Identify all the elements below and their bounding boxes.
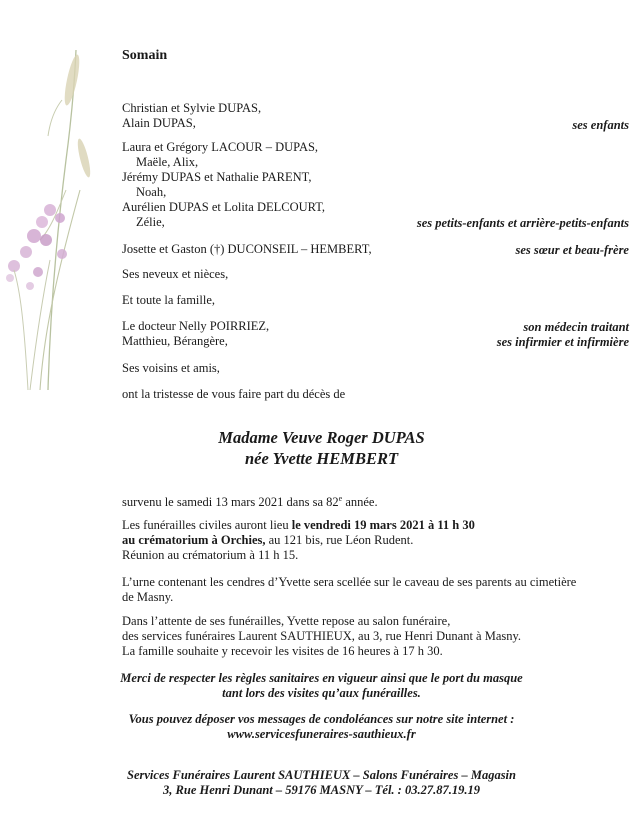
footer-line-1: Services Funéraires Laurent SAUTHIEUX – Salons Funéraires – Magasin [127, 768, 516, 782]
deceased-name: Madame Veuve Roger DUPAS [218, 428, 425, 447]
flower-illustration [0, 40, 110, 400]
family-line: Et toute la famille, [122, 293, 216, 307]
notice-line-2: tant lors des visites qu’aux funérailles. [222, 686, 421, 700]
rest-line-2: des services funéraires Laurent SAUTHIEUX, au 3, rue Henri Dunant à Masny. [122, 629, 522, 643]
grandchildren-line-3: Jérémy DUPAS et Nathalie PARENT, [122, 170, 312, 184]
doctor-relation: son médecin traitant [523, 320, 629, 334]
notice-line-1: Merci de respecter les règles sanitaires en vigueur ainsi que le port du masque [120, 671, 523, 685]
heading: Somain [122, 48, 168, 63]
condolences-line-1: Vous pouvez déposer vos messages de condoléances sur notre site internet : [128, 712, 515, 726]
death-prefix: survenu le samedi 13 mars 2021 dans sa 82 [122, 495, 339, 510]
death-line [122, 491, 378, 510]
deceased-maiden-name: née Yvette HEMBERT [244, 449, 399, 468]
grandchildren-line-2: Maële, Alix, [136, 155, 199, 169]
death-sup: e [338, 494, 343, 503]
funeral-l2-bold: au crématorium à Orchies, [122, 533, 266, 547]
sibling-line: Josette et Gaston (†) DUCONSEIL – HEMBERT, [122, 242, 372, 256]
sibling-relation: ses sœur et beau-frère [515, 243, 629, 257]
rest-line-3: La famille souhaite y recevoir les visites de 16 heures à 17 h 30. [122, 644, 443, 658]
grandchildren-line-4: Noah, [136, 185, 167, 199]
grandchildren-line-1: Laura et Grégory LACOUR – DUPAS, [122, 140, 319, 154]
urn-line-2: de Masny. [122, 590, 174, 604]
nephews-line: Ses neveux et nièces, [122, 267, 229, 281]
funeral-l2-plain: au 121 bis, rue Léon Rudent. [265, 533, 414, 547]
funeral-l1-bold: le vendredi 19 mars 2021 à 11 h 30 [291, 518, 475, 532]
funeral-l1-plain: Les funérailles civiles auront lieu [122, 518, 292, 532]
grandchildren-line-5: Aurélien DUPAS et Lolita DELCOURT, [122, 200, 326, 214]
funeral-line-3: Réunion au crématorium à 11 h 15. [122, 548, 299, 562]
funeral-line-1 [122, 518, 475, 533]
children-line-2: Alain DUPAS, [122, 116, 196, 130]
urn-line-1: L’urne contenant les cendres d’Yvette sera scellée sur le caveau de ses parents au cimetière [122, 575, 577, 589]
children-relation: ses enfants [572, 118, 629, 132]
grandchildren-relation: ses petits-enfants et arrière-petits-enfants [416, 216, 629, 230]
death-suffix: année. [342, 495, 378, 510]
nurses-relation: ses infirmier et infirmière [496, 335, 629, 349]
doctor-line: Le docteur Nelly POIRRIEZ, [122, 319, 270, 333]
funeral-line-2 [122, 533, 413, 548]
condolences-url[interactable]: www.servicesfuneraires-sauthieux.fr [227, 727, 416, 741]
footer-line-2: 3, Rue Henri Dunant – 59176 MASNY – Tél. : 03.27.87.19.19 [163, 783, 480, 797]
grandchildren-line-6: Zélie, [136, 215, 165, 229]
rest-line-1: Dans l’attente de ses funérailles, Yvette repose au salon funéraire, [122, 614, 451, 628]
nurses-line: Matthieu, Bérangère, [122, 334, 228, 348]
neighbors-line: Ses voisins et amis, [122, 361, 220, 375]
children-line-1: Christian et Sylvie DUPAS, [122, 101, 262, 115]
announce-line: ont la tristesse de vous faire part du décès de [122, 387, 346, 401]
